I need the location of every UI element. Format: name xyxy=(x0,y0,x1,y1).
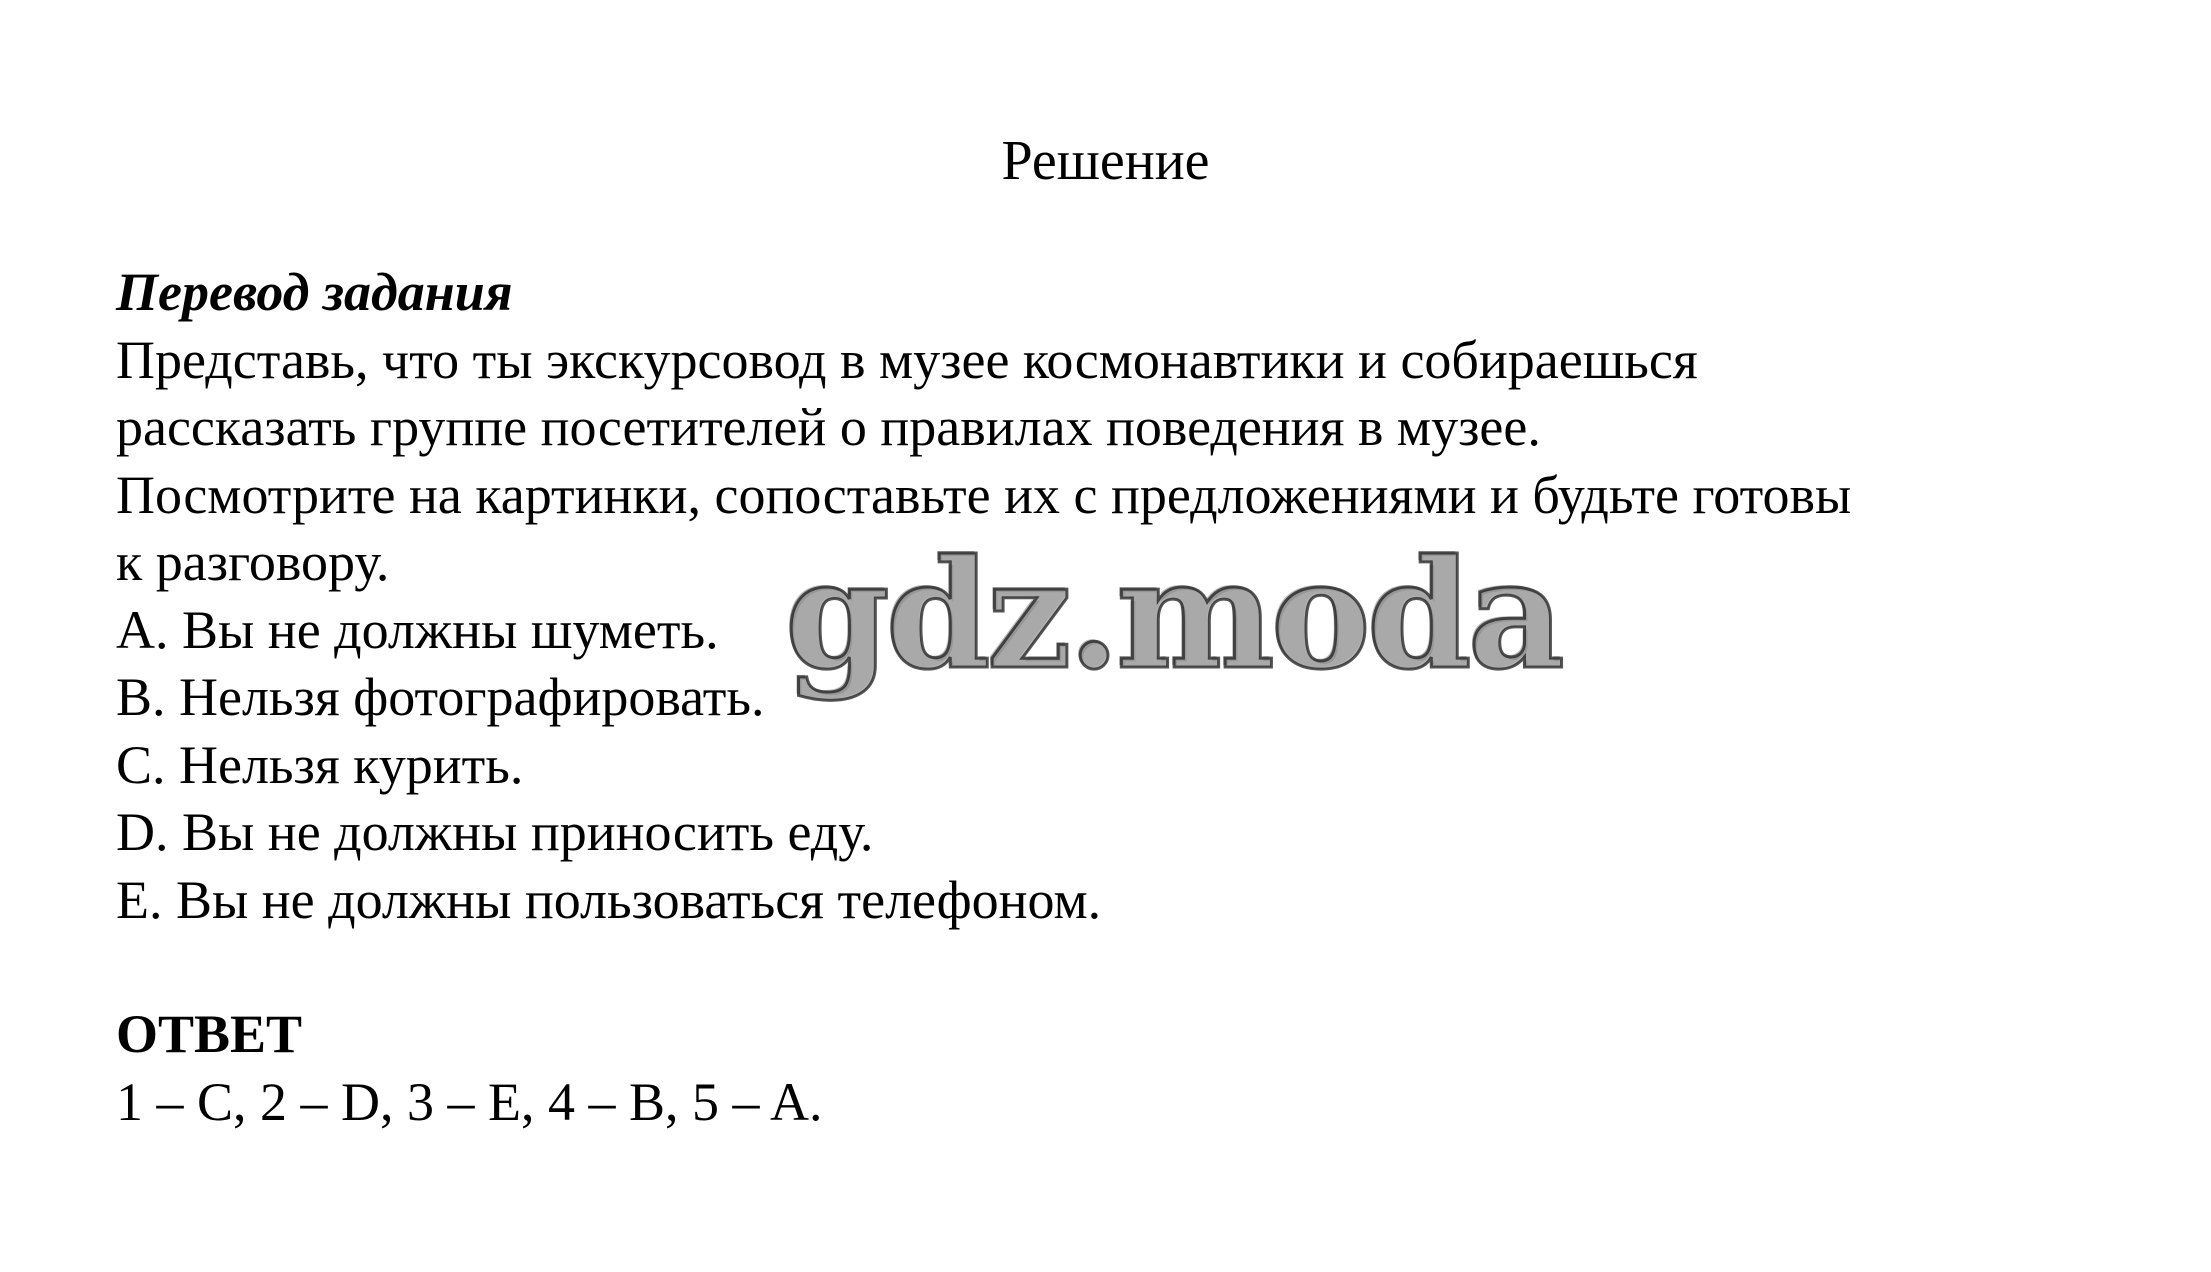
task-text-line: Посмотрите на картинки, сопоставьте их с предложениями и будьте готовы xyxy=(116,464,1852,525)
section-spacer xyxy=(116,934,2136,1001)
task-text-line: рассказать группе посетителей о правилах поведения в музее. xyxy=(116,397,1541,457)
solution-body xyxy=(116,259,2136,1136)
option-a: A. Вы не должны шуметь. xyxy=(116,599,719,660)
option-c: C. Нельзя курить. xyxy=(116,734,524,795)
task-text-line: к разговору. xyxy=(116,532,390,592)
page-title: Решение xyxy=(1001,130,1210,192)
task-translation-title: Перевод задания xyxy=(116,262,513,322)
option-d: D. Вы не должны приносить еду. xyxy=(116,802,874,862)
task-text-line: Представь, что ты экскурсовод в музее космонавтики и собираешься xyxy=(116,329,1698,390)
watermark-logo: gdz.moda xyxy=(785,527,1562,703)
answer-text: 1 – C, 2 – D, 3 – E, 4 – B, 5 – A. xyxy=(116,1071,823,1132)
option-b: B. Нельзя фотографировать. xyxy=(116,667,765,727)
option-e: E. Вы не должны пользоваться телефоном. xyxy=(116,869,1102,930)
answer-title: ОТВЕТ xyxy=(116,1004,303,1064)
